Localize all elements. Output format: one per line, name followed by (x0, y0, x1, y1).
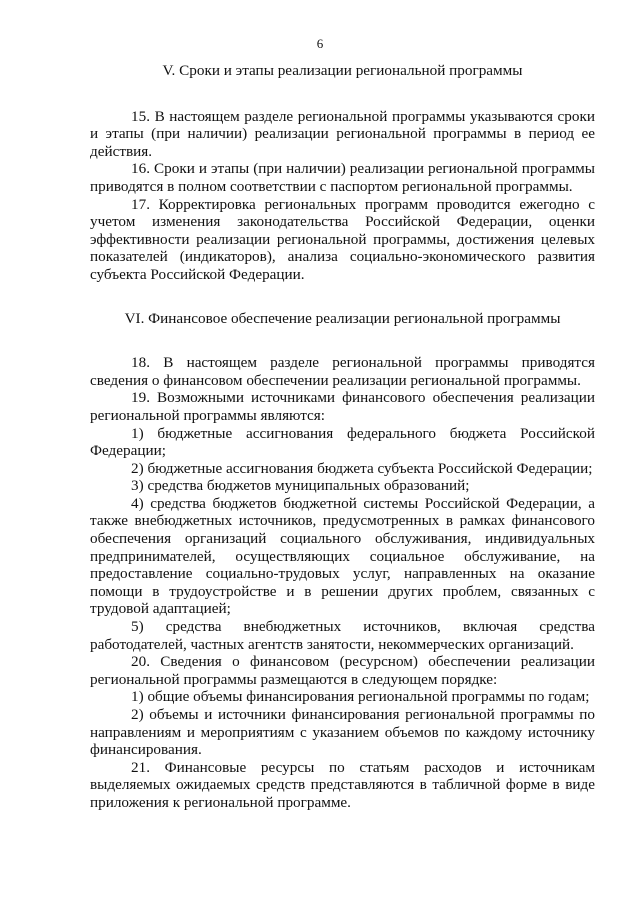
paragraph-19-item-2: 2) бюджетные ассигнования бюджета субъекта Российской Федерации; (131, 459, 593, 477)
paragraph-19-item-1: 1) бюджетные ассигнования федерального бюджета Российской Федерации; (90, 424, 595, 460)
paragraph-17: 17. Корректировка региональных программ проводится ежегодно с учетом изменения законодательства Российской Федерации, оценки эффективности реализации региональной программы, достижения целевых показателей (индикаторов), анализа социально-экономического развития субъекта Российской Федерации. (90, 195, 595, 283)
paragraph-19-item-3: 3) средства бюджетов муниципальных образований; (131, 477, 470, 495)
section-5-heading: V. Сроки и этапы реализации региональной программы (162, 62, 523, 79)
paragraph-20: 20. Сведения о финансовом (ресурсном) обеспечении реализации региональной программы размещаются в следующем порядке: (90, 653, 595, 688)
paragraph-18: 18. В настоящем разделе региональной программы приводятся сведения о финансовом обеспечении реализации региональной программы. (90, 354, 595, 389)
page-number: 6 (316, 36, 324, 51)
paragraph-20-item-1: 1) общие объемы финансирования региональной программы по годам; (131, 688, 590, 706)
document-body (90, 62, 595, 812)
section-6-heading: VI. Финансовое обеспечение реализации региональной программы (124, 309, 561, 327)
paragraph-19-item-4: 4) средства бюджетов бюджетной системы Российской Федерации, а также внебюджетных источников, предусмотренных в рамках финансового обеспечения организаций социального обслуживания, индивидуальных предпринимателей, осуществляющих социальное обслуживание, на предоставление социально-трудовых услуг, направленных на оказание помощи в трудоустройстве и в решении других проблем, связанных с трудовой адаптацией; (90, 494, 595, 618)
paragraph-15: 15. В настоящем разделе региональной программы указываются сроки и этапы (при наличии) реализации региональной программы в период ее действия. (90, 107, 595, 160)
paragraph-16: 16. Сроки и этапы (при наличии) реализации региональной программы приводятся в полном соответствии с паспортом региональной программы. (90, 160, 595, 195)
paragraph-20-item-2: 2) объемы и источники финансирования региональной программы по направлениям и мероприятиям с указанием объемов по каждому источнику финансирования. (90, 706, 595, 759)
paragraph-21: 21. Финансовые ресурсы по статьям расходов и источникам выделяемых ожидаемых средств представляются в табличной форме в виде приложения к региональной программе. (90, 758, 595, 811)
paragraph-19: 19. Возможными источниками финансового обеспечения реализации региональной программы являются: (90, 389, 595, 424)
paragraph-19-item-5: 5) средства внебюджетных источников, включая средства работодателей, частных агентств занятости, некоммерческих организаций. (90, 618, 595, 653)
